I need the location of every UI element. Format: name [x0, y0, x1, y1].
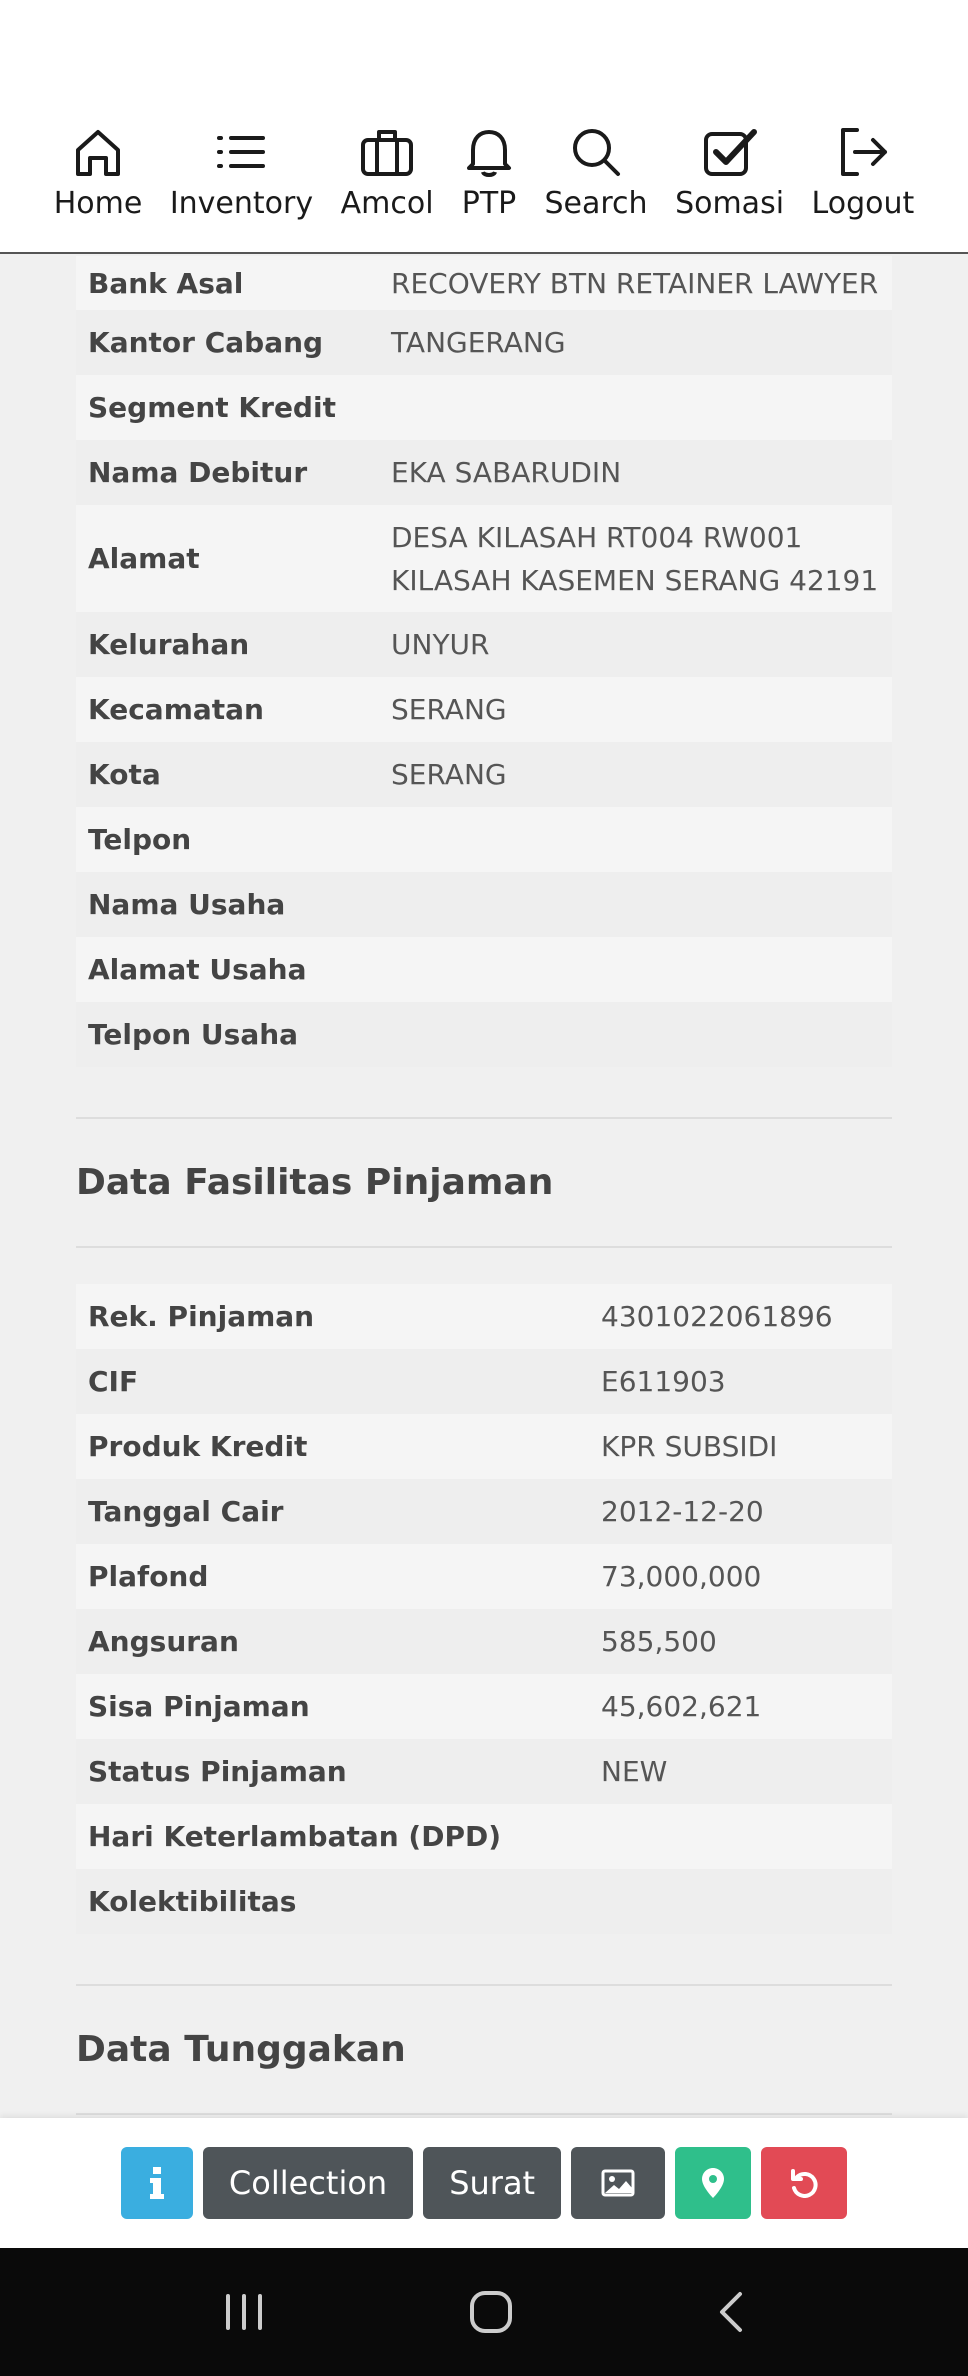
- table-row: [76, 1804, 892, 1869]
- row-value: EKA SABARUDIN: [391, 456, 622, 489]
- checkbox-checked-icon: [702, 124, 758, 180]
- table-row: [76, 937, 892, 1002]
- table-row: [76, 872, 892, 937]
- row-label: Sisa Pinjaman: [88, 1690, 310, 1723]
- info-button[interactable]: [121, 2147, 193, 2219]
- location-button[interactable]: [675, 2147, 751, 2219]
- bell-icon: [461, 124, 517, 180]
- nav-inventory-label: Inventory: [169, 186, 314, 221]
- table-row: [76, 807, 892, 872]
- address-value: [391, 516, 878, 602]
- debtor-info-table: [76, 256, 892, 1067]
- row-label: Telpon: [88, 823, 192, 856]
- table-row: [76, 310, 892, 375]
- nav-home[interactable]: [54, 124, 143, 221]
- section-divider: [76, 1246, 892, 1248]
- row-label: Telpon Usaha: [88, 1018, 299, 1051]
- row-value: RECOVERY BTN RETAINER LAWYER: [391, 266, 879, 300]
- row-label: Nama Debitur: [88, 456, 308, 489]
- section-divider: [76, 2113, 892, 2115]
- row-value: 2012-12-20: [601, 1495, 764, 1528]
- search-icon: [568, 124, 624, 180]
- table-row: [76, 677, 892, 742]
- nav-somasi[interactable]: [675, 124, 784, 221]
- address-line: KILASAH KASEMEN SERANG 42191: [391, 563, 879, 597]
- surat-button[interactable]: Surat: [423, 2147, 561, 2219]
- row-label: CIF: [88, 1365, 139, 1398]
- row-label: Kelurahan: [88, 628, 250, 661]
- row-value: SERANG: [391, 693, 507, 726]
- home-button-icon[interactable]: [469, 2290, 513, 2334]
- logout-icon: [835, 124, 891, 180]
- nav-home-label: Home: [53, 186, 143, 221]
- collection-button[interactable]: Collection: [203, 2147, 413, 2219]
- address-line: DESA KILASAH RT004 RW001: [391, 520, 803, 554]
- table-row: [76, 1414, 892, 1479]
- main-content: [76, 256, 892, 2115]
- row-value: 4301022061896: [601, 1300, 833, 1333]
- nav-amcol-label: Amcol: [340, 186, 434, 221]
- top-navigation: [0, 90, 968, 254]
- table-row: [76, 612, 892, 677]
- row-label: Status Pinjaman: [88, 1755, 347, 1788]
- image-icon: [601, 2169, 635, 2197]
- table-row: [76, 742, 892, 807]
- row-label: Angsuran: [88, 1625, 239, 1658]
- row-value: UNYUR: [391, 628, 490, 661]
- row-label: Produk Kredit: [88, 1430, 308, 1463]
- recent-apps-icon[interactable]: [222, 2292, 266, 2332]
- row-label: Nama Usaha: [88, 888, 286, 921]
- table-row: [76, 1479, 892, 1544]
- table-row: [76, 1284, 892, 1349]
- row-value: TANGERANG: [391, 326, 566, 359]
- row-label: Alamat Usaha: [88, 953, 307, 986]
- row-label: Kolektibilitas: [88, 1885, 297, 1918]
- row-value: 585,500: [601, 1625, 717, 1658]
- nav-search[interactable]: [545, 124, 648, 221]
- table-row: [76, 1869, 892, 1934]
- info-icon: [150, 2167, 164, 2199]
- row-label: Kecamatan: [88, 693, 264, 726]
- nav-logout[interactable]: [812, 124, 915, 221]
- table-row: [76, 1349, 892, 1414]
- nav-somasi-label: Somasi: [675, 186, 785, 221]
- back-icon[interactable]: [716, 2290, 746, 2334]
- system-navigation-bar: [0, 2248, 968, 2376]
- table-row: [76, 1739, 892, 1804]
- nav-search-label: Search: [544, 186, 648, 221]
- status-bar-area: [0, 0, 968, 90]
- list-icon: [213, 124, 269, 180]
- row-label: Segment Kredit: [88, 391, 336, 424]
- table-row: [76, 1002, 892, 1067]
- row-value: KPR SUBSIDI: [601, 1430, 778, 1463]
- nav-logout-label: Logout: [811, 186, 915, 221]
- table-row: [76, 1609, 892, 1674]
- nav-amcol[interactable]: [341, 124, 434, 221]
- map-marker-icon: [702, 2168, 724, 2198]
- row-label: Rek. Pinjaman: [88, 1300, 315, 1333]
- row-label: Kantor Cabang: [88, 326, 324, 359]
- table-row: [76, 256, 892, 310]
- row-label: Kota: [88, 758, 161, 791]
- row-value: 45,602,621: [601, 1690, 762, 1723]
- table-row: [76, 505, 892, 612]
- row-label: Tanggal Cair: [88, 1495, 284, 1528]
- nav-ptp[interactable]: [461, 124, 517, 221]
- section-title-arrears: Data Tunggakan: [76, 2029, 406, 2070]
- loan-info-table: [76, 1284, 892, 1934]
- row-label: Alamat: [88, 542, 200, 575]
- image-button[interactable]: [571, 2147, 665, 2219]
- row-value: NEW: [601, 1755, 668, 1788]
- row-label: Bank Asal: [88, 266, 244, 300]
- undo-icon: [789, 2168, 819, 2198]
- row-label: Plafond: [88, 1560, 209, 1593]
- nav-ptp-label: PTP: [461, 186, 517, 221]
- table-row: [76, 1674, 892, 1739]
- table-row: [76, 375, 892, 440]
- home-icon: [70, 124, 126, 180]
- section-title-loan: Data Fasilitas Pinjaman: [76, 1162, 554, 1203]
- table-row: [76, 440, 892, 505]
- action-bar: [0, 2118, 968, 2248]
- table-row: [76, 1544, 892, 1609]
- nav-inventory[interactable]: [170, 124, 313, 221]
- row-value: SERANG: [391, 758, 507, 791]
- row-value: E611903: [601, 1365, 726, 1398]
- briefcase-icon: [359, 124, 415, 180]
- undo-button[interactable]: [761, 2147, 847, 2219]
- row-label: Hari Keterlambatan (DPD): [88, 1820, 502, 1853]
- row-value: 73,000,000: [601, 1560, 762, 1593]
